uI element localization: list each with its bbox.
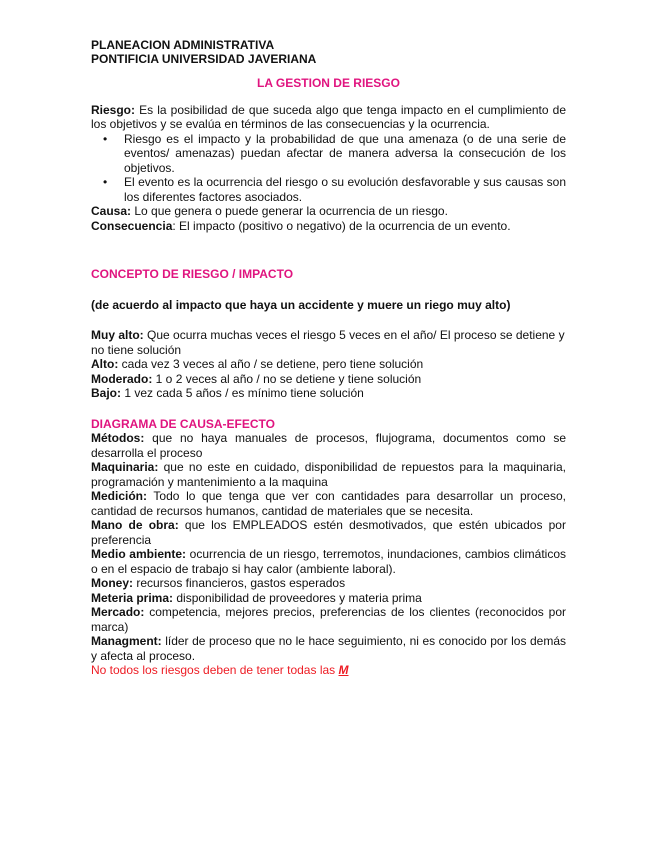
item-text: que no este en cuidado, disponibilidad de repuestos para la maquinaria, programación y mantenimiento a la maquina — [91, 460, 566, 489]
item-text: Todo lo que tenga que ver con cantidades para desarrollar un proceso, cantidad de recursos humanos, cantidad de materiales que se necesita. — [91, 489, 566, 518]
diagrama-items — [91, 431, 566, 663]
item-text: líder de proceso que no le hace seguimiento, ni es conocido por los demás y afecta al proceso. — [91, 634, 566, 663]
consecuencia-text: : El impacto (positivo o negativo) de la ocurrencia de un evento. — [172, 218, 511, 233]
diagrama-item-mercado — [91, 605, 566, 634]
riesgo-bullets — [91, 132, 566, 205]
diagrama-item-mano-de-obra — [91, 518, 566, 547]
level-text: 1 o 2 veces al año / no se detiene y tiene solución — [152, 371, 422, 386]
riesgo-label: Riesgo: — [91, 102, 136, 117]
diagrama-item-materia-prima — [91, 591, 566, 606]
riesgo-text: Es la posibilidad de que suceda algo que tenga impacto en el cumplimiento de los objetivos y se evalúa en términos de las consecuencias y la ocurrencia. — [91, 102, 566, 131]
level-muy-alto — [91, 328, 566, 357]
concepto-subheading: (de acuerdo al impacto que haya un accidente y muere un riego muy alto) — [91, 297, 511, 312]
level-label: Muy alto: — [91, 328, 144, 342]
bullet-icon: • — [103, 131, 108, 146]
document-page — [91, 38, 566, 678]
bullet-text: Riesgo es el impacto y la probabilidad de que una amenaza (o de una serie de eventos/ amenazas) puedan afectar de manera adversa la consecución de los objetivos. — [124, 131, 566, 175]
level-alto — [91, 357, 566, 372]
level-label: Moderado: — [91, 371, 153, 386]
level-bajo — [91, 386, 566, 401]
level-label: Bajo: — [91, 386, 121, 400]
page-title: LA GESTION DE RIESGO — [257, 76, 400, 90]
diagrama-item-medicion — [91, 489, 566, 518]
causa-label: Causa: — [91, 204, 132, 218]
bullet-text: El evento es la ocurrencia del riesgo o su evolución desfavorable y sus causas son los diferentes factores asociados. — [124, 175, 566, 204]
note-paragraph — [91, 663, 566, 678]
item-label: Medición: — [91, 489, 147, 503]
item-label: Managment: — [91, 634, 162, 648]
level-text: 1 vez cada 5 años / es mínimo tiene solución — [121, 386, 364, 400]
diagrama-item-money — [91, 576, 566, 591]
diagrama-heading: DIAGRAMA DE CAUSA-EFECTO — [91, 416, 276, 431]
riesgo-paragraph — [91, 103, 566, 132]
item-label: Mano de obra: — [91, 518, 179, 532]
item-label: Métodos: — [91, 431, 145, 445]
item-text: competencia, mejores precios, preferencias de los clientes (reconocidos por marca) — [91, 605, 566, 634]
item-label: Money: — [91, 576, 133, 590]
item-label: Meteria prima: — [91, 590, 174, 605]
header-line-1: PLANEACION ADMINISTRATIVA — [91, 38, 275, 52]
diagrama-item-medio-ambiente — [91, 547, 566, 576]
bullet-icon: • — [103, 175, 108, 189]
causa-text: Lo que genera o puede generar la ocurrencia de un riesgo. — [131, 204, 448, 218]
concepto-heading: CONCEPTO DE RIESGO / IMPACTO — [91, 267, 294, 281]
item-text: que no haya manuales de procesos, flujograma, documentos como se desarrolla el proceso — [91, 431, 566, 460]
list-item — [91, 175, 566, 204]
consecuencia-paragraph — [91, 219, 566, 234]
level-text: cada vez 3 veces al año / se detiene, pero tiene solución — [118, 357, 424, 371]
header-line-2: PONTIFICIA UNIVERSIDAD JAVERIANA — [91, 52, 317, 66]
diagrama-item-managment — [91, 634, 566, 663]
level-moderado — [91, 372, 566, 387]
causa-paragraph — [91, 204, 566, 219]
item-text: ocurrencia de un riesgo, terremotos, inundaciones, cambios climáticos o en el espacio de trabajo si hay calor (ambiente laboral). — [91, 547, 566, 576]
consecuencia-label: Consecuencia — [91, 218, 173, 233]
diagrama-item-maquinaria — [91, 460, 566, 489]
level-label: Alto: — [91, 357, 119, 371]
diagrama-item-metodos — [91, 431, 566, 460]
item-text: disponibilidad de proveedores y materia prima — [173, 590, 422, 605]
impact-levels — [91, 328, 566, 401]
list-item — [91, 132, 566, 176]
level-text: Que ocurra muchas veces el riesgo 5 veces en el año/ El proceso se detiene y no tiene solución — [91, 328, 565, 357]
item-text: recursos financieros, gastos esperados — [133, 576, 346, 590]
item-label: Mercado: — [91, 605, 145, 619]
note-text: No todos los riesgos deben de tener todas las — [91, 663, 339, 677]
note-m: M — [338, 663, 349, 677]
item-text: que los EMPLEADOS estén desmotivados, que estén ubicados por preferencia — [91, 518, 566, 547]
item-label: Medio ambiente: — [91, 547, 186, 561]
item-label: Maquinaria: — [91, 460, 159, 474]
